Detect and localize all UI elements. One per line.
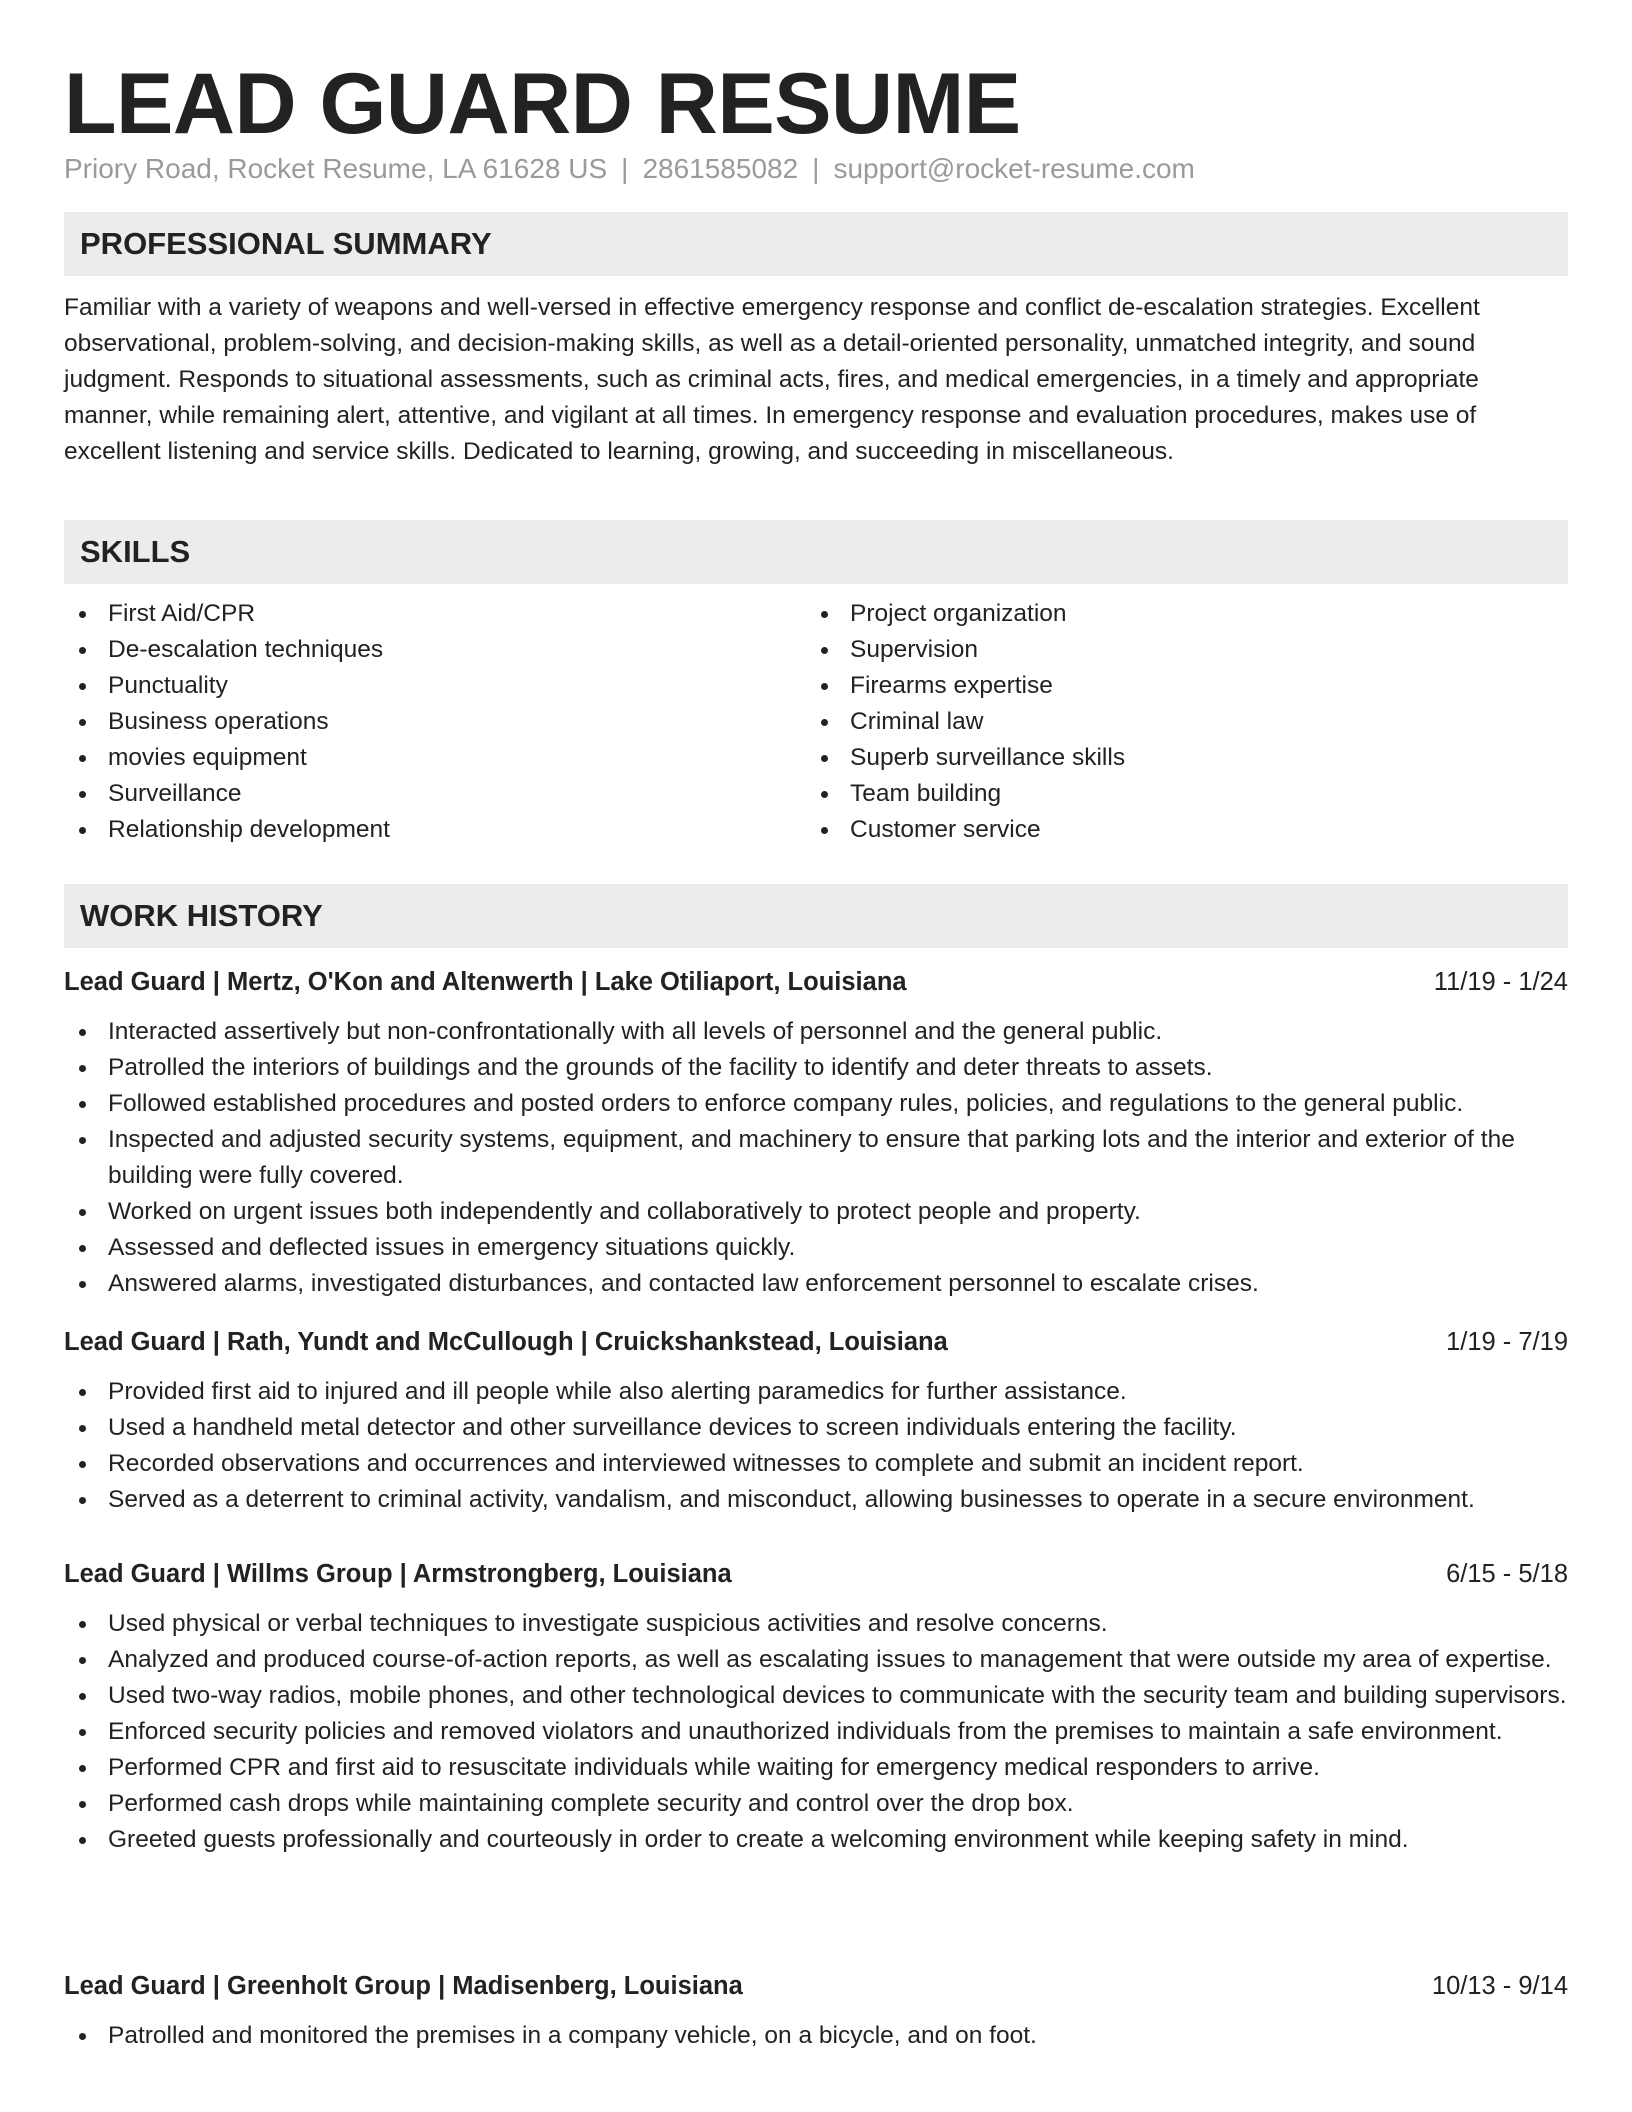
job-header xyxy=(64,1556,1568,1592)
job-duty: Performed cash drops while maintaining complete security and control over the drop box. xyxy=(64,1786,1568,1822)
skills-column-left xyxy=(64,596,806,884)
job-duties xyxy=(64,1000,1568,1302)
job-duties xyxy=(64,1592,1568,1858)
job-duty: Patrolled the interiors of buildings and the grounds of the facility to identify and deter threats to assets. xyxy=(64,1050,1568,1086)
skills-section xyxy=(64,520,1568,884)
job-duty: Greeted guests professionally and courteously in order to create a welcoming environment while keeping safety in mind. xyxy=(64,1822,1568,1858)
job-duty: Inspected and adjusted security systems, equipment, and machinery to ensure that parking lots and the interior and exterior of the building were fully covered. xyxy=(64,1122,1568,1194)
job-title: Lead Guard | Mertz, O'Kon and Altenwerth | Lake Otiliaport, Louisiana xyxy=(64,968,907,996)
skill-item: De-escalation techniques xyxy=(64,632,806,668)
contact-phone: 2861585082 xyxy=(642,153,799,184)
skill-item: Business operations xyxy=(64,704,806,740)
job-dates: 6/15 - 5/18 xyxy=(1446,1560,1568,1588)
job-dates: 11/19 - 1/24 xyxy=(1433,968,1568,996)
job-title: Lead Guard | Rath, Yundt and McCullough | Cruickshankstead, Louisiana xyxy=(64,1328,948,1356)
professional-summary-section xyxy=(64,212,1568,520)
contact-separator: | xyxy=(621,153,629,184)
job-header xyxy=(64,1968,1568,2004)
job-duty: Provided first aid to injured and ill people while also alerting paramedics for further assistance. xyxy=(64,1374,1568,1410)
skill-item: Relationship development xyxy=(64,812,806,848)
job-duty: Enforced security policies and removed violators and unauthorized individuals from the premises to maintain a safe environment. xyxy=(64,1714,1568,1750)
job-duty: Recorded observations and occurrences and interviewed witnesses to complete and submit an incident report. xyxy=(64,1446,1568,1482)
job-duty: Followed established procedures and posted orders to enforce company rules, policies, and regulations to the general public. xyxy=(64,1086,1568,1122)
job-entry xyxy=(64,1556,1568,1968)
job-entry xyxy=(64,1324,1568,1556)
job-dates: 10/13 - 9/14 xyxy=(1431,1972,1568,2000)
skill-item: Customer service xyxy=(806,812,1548,848)
contact-email: support@rocket-resume.com xyxy=(833,153,1195,184)
job-duty: Answered alarms, investigated disturbances, and contacted law enforcement personnel to escalate crises. xyxy=(64,1266,1568,1302)
skill-item: Superb surveillance skills xyxy=(806,740,1548,776)
skills-column-right xyxy=(806,596,1548,884)
contact-line xyxy=(64,152,1568,212)
skill-item: Criminal law xyxy=(806,704,1548,740)
job-duty: Used two-way radios, mobile phones, and other technological devices to communicate with the security team and building supervisors. xyxy=(64,1678,1568,1714)
contact-address: Priory Road, Rocket Resume, LA 61628 US xyxy=(64,153,608,184)
job-duty: Worked on urgent issues both independently and collaboratively to protect people and property. xyxy=(64,1194,1568,1230)
skill-item: Supervision xyxy=(806,632,1548,668)
job-duty: Patrolled and monitored the premises in a company vehicle, on a bicycle, and on foot. xyxy=(64,2018,1568,2054)
job-header xyxy=(64,964,1568,1000)
work-history-section xyxy=(64,884,1568,2054)
summary-text: Familiar with a variety of weapons and well-versed in effective emergency response and conflict de-escalation strategies. Excellent observational, problem-solving, and decision-making skills, as well as a detail-oriented personality, unmatched integrity, and sound judgment. Responds to situational assessments, such as criminal acts, fires, and medical emergencies, in a timely and appropriate manner, while remaining alert, attentive, and vigilant at all times. In emergency response and evaluation procedures, makes use of excellent listening and service skills. Dedicated to learning, growing, and succeeding in miscellaneous. xyxy=(64,294,1480,465)
job-header xyxy=(64,1324,1568,1360)
section-heading-work-history: WORK HISTORY xyxy=(64,884,1568,948)
job-duty: Assessed and deflected issues in emergency situations quickly. xyxy=(64,1230,1568,1266)
job-duty: Interacted assertively but non-confrontationally with all levels of personnel and the general public. xyxy=(64,1014,1568,1050)
section-heading-skills: SKILLS xyxy=(64,520,1568,584)
skill-item: First Aid/CPR xyxy=(64,596,806,632)
job-duties xyxy=(64,1360,1568,1518)
job-duty: Used a handheld metal detector and other surveillance devices to screen individuals entering the facility. xyxy=(64,1410,1568,1446)
job-title: Lead Guard | Willms Group | Armstrongberg, Louisiana xyxy=(64,1560,732,1588)
job-duty: Served as a deterrent to criminal activity, vandalism, and misconduct, allowing businesses to operate in a secure environment. xyxy=(64,1482,1568,1518)
section-heading-summary: PROFESSIONAL SUMMARY xyxy=(64,212,1568,276)
skill-item: Surveillance xyxy=(64,776,806,812)
job-entry xyxy=(64,948,1568,1324)
resume-name: LEAD GUARD RESUME xyxy=(64,56,1021,152)
skill-item: Firearms expertise xyxy=(806,668,1548,704)
job-entry xyxy=(64,1968,1568,2054)
skill-item: movies equipment xyxy=(64,740,806,776)
contact-separator: | xyxy=(812,153,820,184)
skill-item: Team building xyxy=(806,776,1548,812)
skill-item: Punctuality xyxy=(64,668,806,704)
job-duty: Performed CPR and first aid to resuscitate individuals while waiting for emergency medical responders to arrive. xyxy=(64,1750,1568,1786)
job-duties xyxy=(64,2004,1568,2054)
job-duty: Used physical or verbal techniques to investigate suspicious activities and resolve concerns. xyxy=(64,1606,1568,1642)
job-duty: Analyzed and produced course-of-action reports, as well as escalating issues to management that were outside my area of expertise. xyxy=(64,1642,1568,1678)
skills-grid xyxy=(64,584,1568,884)
job-title: Lead Guard | Greenholt Group | Madisenberg, Louisiana xyxy=(64,1972,743,2000)
job-dates: 1/19 - 7/19 xyxy=(1446,1328,1568,1356)
skill-item: Project organization xyxy=(806,596,1548,632)
